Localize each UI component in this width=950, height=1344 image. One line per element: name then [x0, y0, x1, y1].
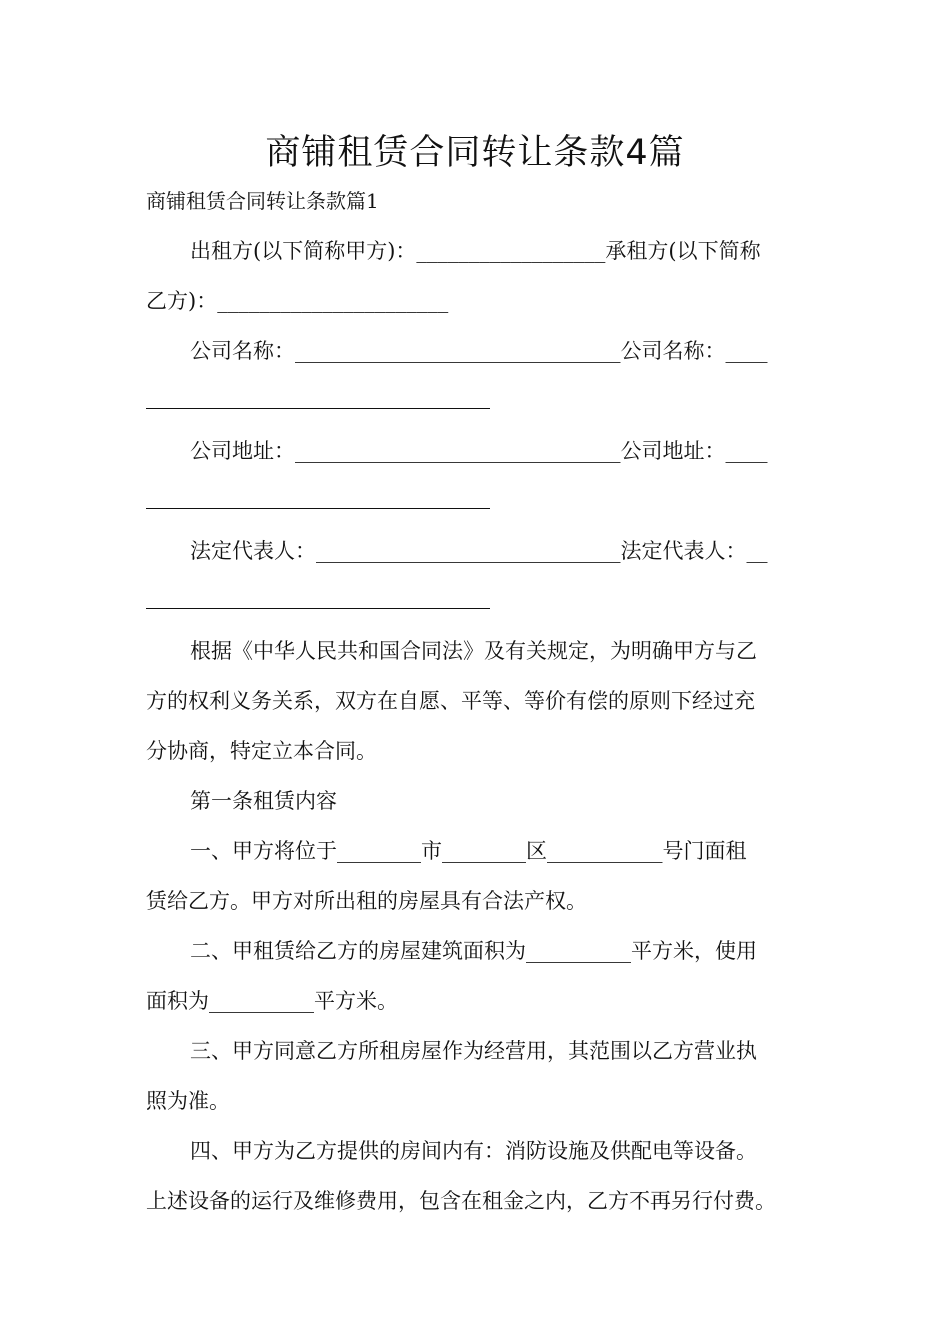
paragraph-line: 上述设备的运行及维修费用，包含在租金之内，乙方不再另行付费。 — [146, 1189, 776, 1213]
fill-in-blank-line — [146, 508, 490, 509]
paragraph-line: 方的权利义务关系，双方在自愿、平等、等价有偿的原则下经过充 — [146, 689, 755, 713]
document-title: 商铺租赁合同转让条款4篇 — [265, 133, 685, 173]
section-subtitle: 商铺租赁合同转让条款篇1 — [146, 189, 379, 213]
paragraph-line: 根据《中华人民共和国合同法》及有关规定，为明确甲方与乙 — [190, 639, 757, 663]
paragraph-line: 公司名称：_______________________________公司名称：____ — [190, 339, 768, 363]
paragraph-line: 乙方)：______________________ — [146, 289, 449, 313]
paragraph-line: 法定代表人：_____________________________法定代表人：__ — [190, 539, 768, 563]
paragraph-line: 面积为__________平方米。 — [146, 989, 398, 1013]
fill-in-blank-line — [146, 408, 490, 409]
paragraph-line: 照为准。 — [146, 1089, 230, 1113]
paragraph-line: 一、甲方将位于________市________区___________号门面租 — [190, 839, 747, 863]
paragraph-line: 出租方(以下简称甲方)：__________________承租方(以下简称 — [190, 239, 761, 263]
paragraph-line: 公司地址：_______________________________公司地址：____ — [190, 439, 768, 463]
paragraph-line: 赁给乙方。甲方对所出租的房屋具有合法产权。 — [146, 889, 587, 913]
article-heading: 第一条租赁内容 — [190, 789, 337, 813]
paragraph-line: 分协商，特定立本合同。 — [146, 739, 377, 763]
fill-in-blank-line — [146, 608, 490, 609]
paragraph-line: 四、甲方为乙方提供的房间内有：消防设施及供配电等设备。 — [190, 1139, 757, 1163]
paragraph-line: 二、甲租赁给乙方的房屋建筑面积为__________平方米，使用 — [190, 939, 757, 963]
paragraph-line: 三、甲方同意乙方所租房屋作为经营用，其范围以乙方营业执 — [190, 1039, 757, 1063]
